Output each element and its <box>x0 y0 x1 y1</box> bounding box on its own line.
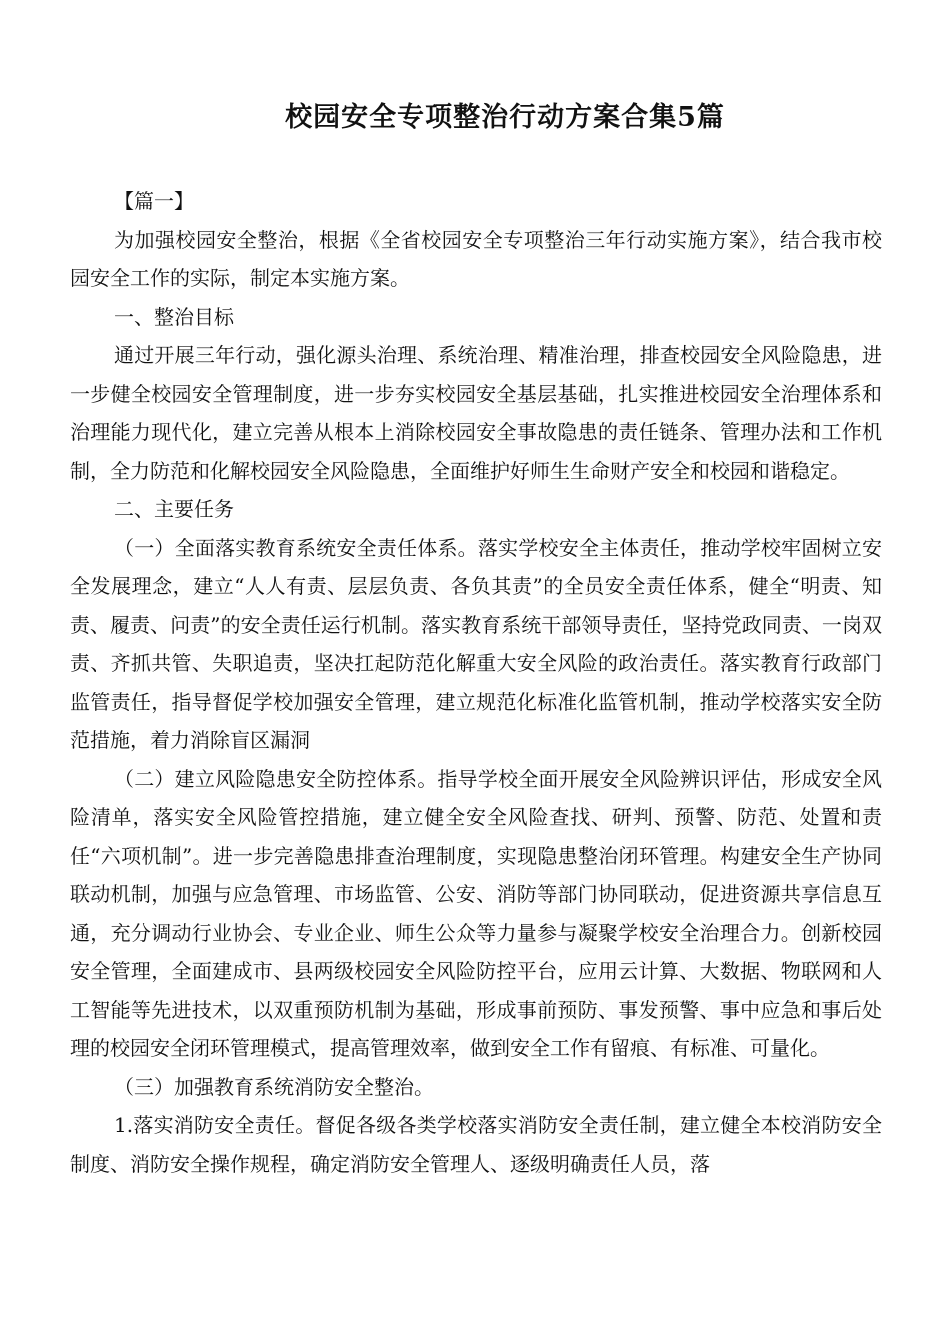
heading-tasks: 二、主要任务 <box>114 497 234 521</box>
paragraph-goals: 通过开展三年行动，强化源头治理、系统治理、精准治理，排查校园安全风险隐患，进一步健全校园安全管理制度，进一步夯实校园安全基层基础，扎实推进校园安全治理体系和治理能力现代化，建立完善从根本上消除校园安全事故隐患的责任链条、管理办法和工作机制，全力防范和化解校园安全风险隐患，全面维护好师生生命财产安全和校园和谐稳定。 <box>70 343 882 483</box>
section-marker: 【篇一】 <box>114 189 194 213</box>
heading-goals: 一、整治目标 <box>114 304 234 329</box>
document-title: 校园安全专项整治行动方案合集5篇 <box>285 102 725 133</box>
paragraph-task-3-heading: （三）加强教育系统消防安全整治。 <box>114 1074 434 1099</box>
paragraph-task-1: （一）全面落实教育系统安全责任体系。落实学校安全主体责任，推动学校牢固树立安全发展理念，建立“人人有责、层层负责、各负其责”的全员安全责任体系，健全“明责、知责、履责、问责”的安全责任运行机制。落实教育系统干部领导责任，坚持党政同责、一岗双责、齐抓共管、失职追责，坚决扛起防范化解重大安全风险的政治责任。落实教育行政部门监管责任，指导督促学校加强安全管理，建立规范化标准化监管机制，推动学校落实安全防范措施，着力消除盲区漏洞 <box>70 535 882 752</box>
paragraph-task-2: （二）建立风险隐患安全防控体系。指导学校全面开展安全风险辨识评估，形成安全风险清单，落实安全风险管控措施，建立健全安全风险查找、研判、预警、防范、处置和责任“六项机制”。进一步完善隐患排查治理制度，实现隐患整治闭环管理。构建安全生产协同联动机制，加强与应急管理、市场监管、公安、消防等部门协同联动，促进资源共享信息互通，充分调动行业协会、专业企业、师生公众等力量参与凝聚学校安全治理合力。创新校园安全管理，全面建成市、县两级校园安全风险防控平台，应用云计算、大数据、物联网和人工智能等先进技术，以双重预防机制为基础，形成事前预防、事发预警、事中应急和事后处理的校园安全闭环管理模式，提高管理效率，做到安全工作有留痕、有标准、可量化。 <box>70 766 882 1060</box>
document-body <box>70 182 882 1183</box>
paragraph-intro: 为加强校园安全整治，根据《全省校园安全专项整治三年行动实施方案》，结合我市校园安全工作的实际，制定本实施方案。 <box>70 227 882 290</box>
paragraph-task-3-1: 1.落实消防安全责任。督促各级各类学校落实消防安全责任制，建立健全本校消防安全制度、消防安全操作规程，确定消防安全管理人、逐级明确责任人员，落 <box>70 1113 882 1176</box>
